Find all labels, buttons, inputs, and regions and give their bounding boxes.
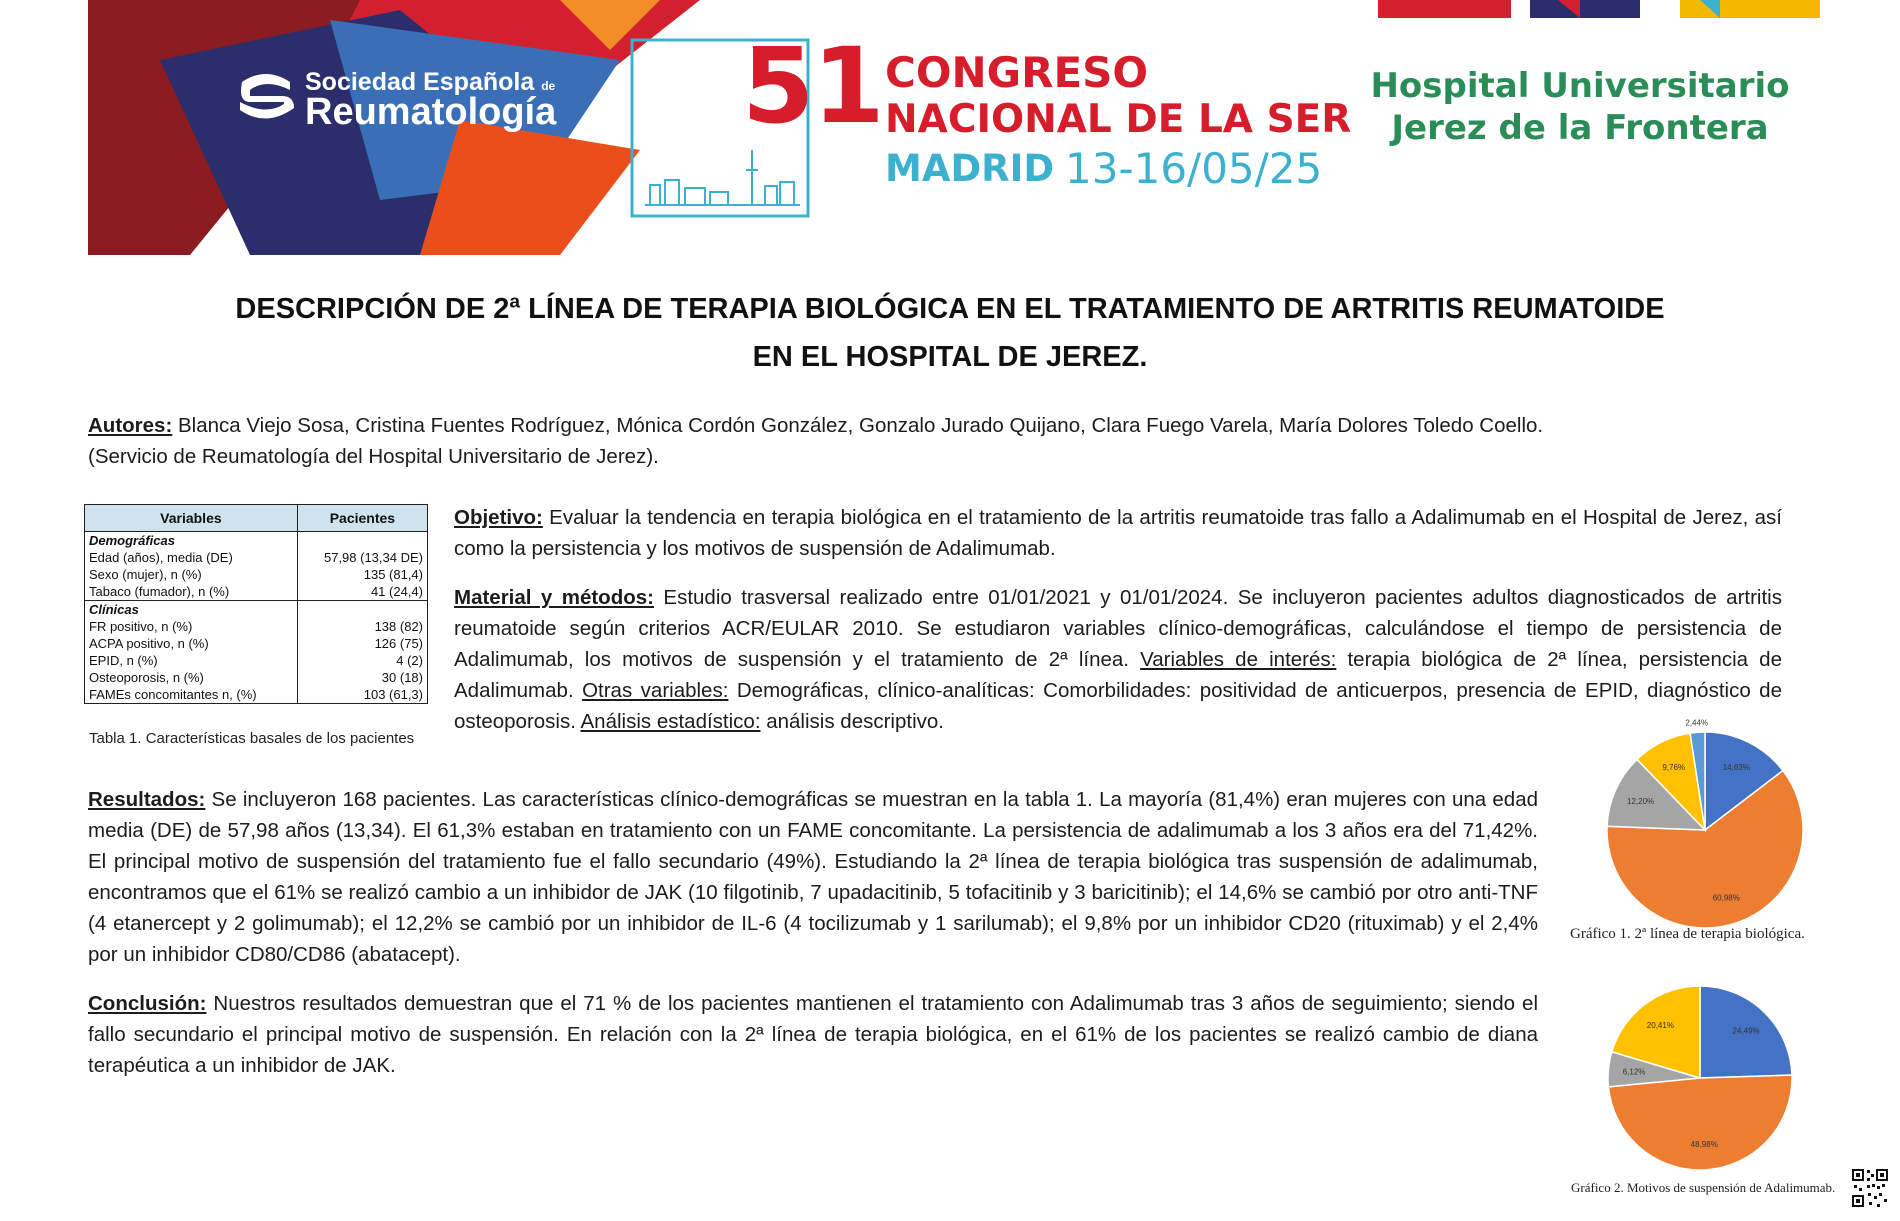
ser-name-small: de — [541, 79, 556, 93]
table-cell: EPID, n (%) — [85, 652, 298, 669]
authors-names: Blanca Viejo Sosa, Cristina Fuentes Rodríguez, Mónica Cordón González, Gonzalo Jurado Quijano, Clara Fuego Varela, María Dolores Toledo Coello. — [172, 414, 1544, 437]
methods-text: análisis descriptivo. — [760, 710, 944, 733]
methods-sublabel: Variables de interés: — [1140, 648, 1337, 671]
methods-sublabel: Análisis estadístico: — [580, 710, 761, 733]
baseline-table — [84, 504, 428, 704]
pie-slice-label: 2,44% — [1685, 718, 1709, 728]
poster-title-line1: DESCRIPCIÓN DE 2ª LÍNEA DE TERAPIA BIOLÓGICA EN EL TRATAMIENTO DE ARTRITIS REUMATOIDE — [235, 293, 1665, 325]
congress-dates: 13-16/05/25 — [1065, 144, 1323, 193]
congress-banner — [0, 0, 1900, 262]
pie-slice-label: 14,63% — [1722, 762, 1750, 772]
table-caption: Tabla 1. Características basales de los pacientes — [89, 730, 415, 747]
table-cell: 135 (81,4) — [297, 566, 427, 583]
table-section-demographic: Demográficas — [85, 532, 298, 550]
table-cell: FAMEs concomitantes n, (%) — [85, 686, 298, 704]
congress-number: 51 — [742, 25, 883, 147]
poster-number: N.º 003 — [1854, 1160, 1881, 1169]
methods-text: Demográficas, clínico-analíticas: Comorbilidades: positividad de anticuerpos, presencia de EPID, diagnóstico de osteoporosis. — [454, 679, 1782, 733]
table-section-clinical: Clínicas — [85, 601, 298, 619]
authors-label: Autores: — [88, 414, 173, 437]
conclusion-section — [88, 988, 1538, 1081]
table-cell: Sexo (mujer), n (%) — [85, 566, 298, 583]
table-cell: 103 (61,3) — [297, 686, 427, 704]
pie-slice-label: 9,76% — [1662, 762, 1686, 772]
pie-slice-label: 6,12% — [1622, 1067, 1646, 1077]
conclusion-text: Nuestros resultados demuestran que el 71 % de los pacientes mantienen el tratamiento con Adalimumab tras 3 años de seguimiento; siendo el fallo secundario el principal motivo de suspensión. En relación con la 2ª línea de terapia biológica, en el 61% de los pacientes se realizó cambio de diana terapéutica a un inhibidor de JAK. — [88, 992, 1538, 1077]
objective-section — [454, 502, 1782, 564]
pie-slice-label: 60,98% — [1712, 893, 1740, 903]
table-cell: 4 (2) — [297, 652, 427, 669]
hospital-name-line1: Hospital Universitario — [1370, 66, 1790, 106]
poster-title-line2: EN EL HOSPITAL DE JEREZ. — [752, 341, 1148, 373]
chart1-caption: Gráfico 1. 2ª línea de terapia biológica. — [1570, 926, 1805, 942]
table-cell: 138 (82) — [297, 618, 427, 635]
results-label: Resultados: — [88, 788, 206, 811]
ser-name-line1: Sociedad Española — [305, 68, 535, 96]
table-cell: 30 (18) — [297, 669, 427, 686]
table-header-variables: Variables — [85, 505, 298, 532]
table-cell: Edad (años), media (DE) — [85, 549, 298, 566]
pie-chart-2nd-line-therapy — [1560, 712, 1810, 932]
table-cell: 57,98 (13,34 DE) — [297, 549, 427, 566]
methods-text: terapia biológica de 2ª línea, persistencia de Adalimumab. — [454, 648, 1782, 702]
ser-logo-text — [305, 70, 556, 131]
congress-line2: NACIONAL DE LA SER — [885, 97, 1352, 142]
congress-city: MADRID — [885, 147, 1055, 190]
table-cell: Tabaco (fumador), n (%) — [85, 583, 298, 601]
pie-chart-suspension-reasons — [1560, 980, 1810, 1180]
pie-slice-label: 20,41% — [1646, 1020, 1674, 1030]
conclusion-label: Conclusión: — [88, 992, 207, 1015]
authors-block — [88, 410, 1668, 472]
pie-slice-label: 12,20% — [1627, 797, 1655, 807]
table-header-patients: Pacientes — [297, 505, 427, 532]
objective-text: Evaluar la tendencia en terapia biológica en el tratamiento de la artritis reumatoide tras fallo a Adalimumab en el Hospital de Jerez, así como la persistencia y los motivos de suspensión de Adalimumab. — [454, 506, 1782, 560]
ser-logo-icon — [232, 72, 300, 120]
table-cell: ACPA positivo, n (%) — [85, 635, 298, 652]
results-section — [88, 784, 1538, 970]
table-cell: FR positivo, n (%) — [85, 618, 298, 635]
chart2-caption: Gráfico 2. Motivos de suspensión de Adalimumab. — [1571, 1180, 1836, 1195]
authors-affiliation: (Servicio de Reumatología del Hospital Universitario de Jerez). — [88, 445, 659, 468]
methods-label: Material y métodos: — [454, 586, 654, 609]
methods-text: Estudio trasversal realizado entre 01/01/2021 y 01/01/2024. Se incluyeron pacientes adultos diagnosticados de artritis reumatoide según criterios ACR/EULAR 2010. Se estudiaron variables clínico-demográficas, calculándose el tiempo de persistencia de Adalimumab, los motivos de suspensión y el tratamiento de 2ª línea. — [454, 586, 1782, 671]
qr-code-icon — [1848, 1155, 1892, 1215]
ser-name-line2: Reumatología — [305, 91, 557, 133]
table-cell: 126 (75) — [297, 635, 427, 652]
table-cell: Osteoporosis, n (%) — [85, 669, 298, 686]
pie-slice-label: 48,98% — [1690, 1140, 1718, 1150]
hospital-name-line2: Jerez de la Frontera — [1391, 108, 1769, 148]
objective-label: Objetivo: — [454, 506, 543, 529]
methods-sublabel: Otras variables: — [582, 679, 729, 702]
results-text: Se incluyeron 168 pacientes. Las características clínico-demográficas se muestran en la tabla 1. La mayoría (81,4%) eran mujeres con una edad media (DE) de 57,98 años (13,34). El 61,3% estaban en tratamiento con un FAME concomitante. La persistencia de adalimumab a los 3 años era del 71,42%. El principal motivo de suspensión del tratamiento fue el fallo secundario (49%). Estudiando la 2ª línea de terapia biológica tras suspensión de adalimumab, encontramos que el 61% se realizó cambio a un inhibidor de JAK (10 filgotinib, 7 upadacitinib, 5 tofacitinib y 3 baricitinib); el 14,6% se cambió por otro anti-TNF (4 etanercept y 2 golimumab); el 12,2% se cambió por un inhibidor de IL-6 (4 tocilizumab y 1 sarilumab); el 9,8% por un inhibidor CD20 (rituximab) y el 2,4% por un inhibidor CD80/CD86 (abatacept). — [88, 788, 1538, 966]
pie-slice-label: 24,49% — [1732, 1026, 1760, 1036]
table-cell: 41 (24,4) — [297, 583, 427, 601]
pie-slice — [1608, 1075, 1792, 1170]
congress-line1: CONGRESO — [885, 48, 1149, 97]
